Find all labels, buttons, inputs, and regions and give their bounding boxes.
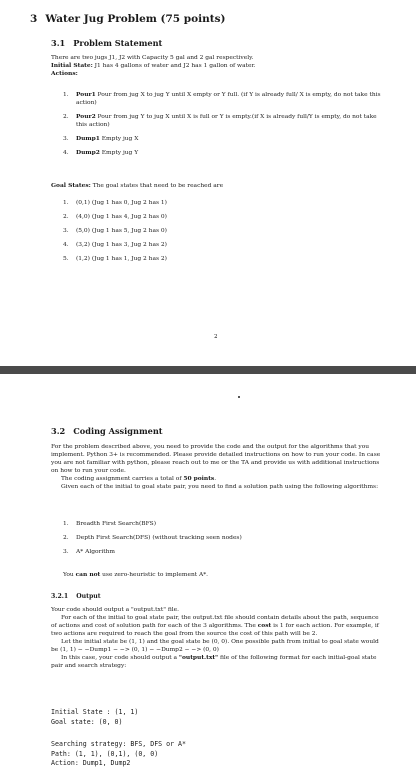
algorithms-list bbox=[63, 520, 383, 562]
subsection-heading bbox=[51, 426, 163, 436]
subsubsection-title: Output bbox=[76, 593, 101, 600]
initial-state-label: Initial State: bbox=[51, 62, 93, 69]
initial-state-line bbox=[51, 62, 383, 70]
action-name: Dump2 bbox=[76, 149, 100, 156]
heuristic-note: You can not use zero-heuristic to implement A*. bbox=[63, 571, 209, 578]
goal-states-text: The goal states that need to be reached are bbox=[92, 183, 224, 189]
goal-text: (0,1) (Jug 1 has 0, Jug 2 has 1) bbox=[76, 200, 167, 206]
page-separator bbox=[0, 366, 416, 374]
item-number: 4. bbox=[63, 150, 69, 156]
action-text: Pour from jug Y to jug X until X is full or Y is empty.(if X is already full/Y is empty, do not take this action) bbox=[76, 114, 377, 128]
item-number: 3. bbox=[63, 136, 69, 142]
example-path: Let the initial state be (1, 1) and the goal state be (0, 0). One possible path from initial to goal state would be (1, 1) − −Dump1 − −> (0, 1) − −Dump2 − −> (0, 0) bbox=[51, 639, 379, 653]
subsubsection-number: 3.2.1 bbox=[51, 593, 69, 600]
goal-item bbox=[63, 227, 383, 235]
coding-paragraphs bbox=[51, 443, 383, 491]
goal-item bbox=[63, 241, 383, 249]
algorithm-item bbox=[63, 520, 383, 528]
algorithm-item bbox=[63, 548, 383, 556]
coding-intro: For the problem described above, you need to provide the code and the output for the algorithms that you implement. Python 3+ is recommended. Please provide detailed instructions on how to run your code. In case you are not familiar with python, please reach out to me or the TA and provide us with additional instructions on how to run your code. bbox=[51, 444, 381, 474]
goal-item bbox=[63, 213, 383, 221]
points-value: 50 points bbox=[183, 475, 215, 482]
goal-item bbox=[63, 255, 383, 263]
section-heading bbox=[30, 13, 225, 25]
subsection-heading bbox=[51, 38, 162, 48]
item-number: 2. bbox=[63, 535, 69, 541]
item-number: 1. bbox=[63, 200, 69, 206]
item-number: 1. bbox=[63, 521, 69, 527]
action-name: Pour2 bbox=[76, 113, 96, 120]
item-number: 3. bbox=[63, 549, 69, 555]
goal-states-line bbox=[51, 182, 383, 190]
section-title: Water Jug Problem (75 points) bbox=[45, 13, 226, 25]
output-format-intro: In this case, your code should output a "output.txt" file of the following format for each initial-goal state pair and search strategy: bbox=[51, 654, 377, 669]
item-number: 4. bbox=[63, 242, 69, 248]
goal-item bbox=[63, 199, 383, 207]
action-name: Dump1 bbox=[76, 135, 100, 142]
action-item bbox=[63, 113, 383, 129]
intro-paragraph bbox=[51, 54, 383, 78]
intro-text: There are two jugs J1, J2 with Capacity 5 gal and 2 gal respectively. bbox=[51, 55, 254, 61]
item-number: 3. bbox=[63, 228, 69, 234]
action-item bbox=[63, 135, 383, 143]
action-name: Pour1 bbox=[76, 91, 96, 98]
algorithm-item bbox=[63, 534, 383, 542]
item-number: 1. bbox=[63, 92, 69, 98]
code-block-search: Searching strategy: BFS, DFS or A* Path: (1, 1), (0,1), (0, 0) Action: Dump1, Dump2 bbox=[51, 740, 186, 767]
action-text: Pour from jug X to jug Y until X empty or Y full. (if Y is already full/ X is empty, do not take this action) bbox=[76, 92, 381, 106]
goal-states-label: Goal States: bbox=[51, 182, 91, 189]
cost-emphasis: cost bbox=[257, 622, 272, 629]
subsubsection-heading bbox=[51, 593, 101, 600]
subsection-number: 3.1 bbox=[51, 38, 66, 48]
goal-text: (4,0) (Jug 1 has 4, Jug 2 has 0) bbox=[76, 214, 167, 220]
subsection-title: Problem Statement bbox=[73, 38, 163, 48]
goal-states-list bbox=[63, 199, 383, 269]
item-number: 2. bbox=[63, 214, 69, 220]
code-block-states: Initial State : (1, 1) Goal state: (0, 0) bbox=[51, 708, 139, 726]
action-item bbox=[63, 91, 383, 107]
actions-label: Actions: bbox=[51, 70, 78, 77]
action-item bbox=[63, 149, 383, 157]
algorithm-text: Depth First Search(DFS) (without tracking seen nodes) bbox=[76, 535, 242, 541]
actions-list bbox=[63, 91, 383, 163]
goal-text: (1,2) (Jug 1 has 1, Jug 2 has 2) bbox=[76, 256, 167, 262]
points-line: The coding assignment carries a total of 50 points. bbox=[61, 475, 217, 482]
stray-dot bbox=[238, 396, 240, 398]
output-paragraphs bbox=[51, 606, 383, 670]
item-number: 2. bbox=[63, 114, 69, 120]
can-not-emphasis: can not bbox=[75, 571, 101, 578]
algorithm-text: Breadth First Search(BFS) bbox=[76, 521, 156, 527]
goal-text: (5,0) (Jug 1 has 5, Jug 2 has 0) bbox=[76, 228, 167, 234]
output-file-name: "output.txt" bbox=[178, 654, 219, 661]
pdf-page-1 bbox=[0, 0, 416, 366]
action-text: Empty jug X bbox=[99, 136, 139, 142]
subsection-number: 3.2 bbox=[51, 426, 66, 436]
page-number: 2 bbox=[214, 334, 218, 340]
item-number: 5. bbox=[63, 256, 69, 262]
action-text: Empty jug Y bbox=[99, 150, 139, 156]
pdf-page-2 bbox=[0, 374, 416, 772]
initial-state-text: J1 has 4 gallons of water and J2 has 1 gallon of water. bbox=[94, 63, 256, 69]
output-details: For each of the initial to goal state pair, the output.txt file should contain details about the path, sequence of actions and cost of solution path for each of the 3 algorithms. The cost is 1 for each action. For example, if two actions are required to reach the goal from the source the cost of this path will be 2. bbox=[51, 615, 379, 637]
output-file-line: Your code should output a "output.txt" file. bbox=[51, 607, 179, 613]
goal-text: (3,2) (Jug 1 has 3, Jug 2 has 2) bbox=[76, 242, 167, 248]
subsection-title: Coding Assignment bbox=[73, 426, 163, 436]
section-number: 3 bbox=[30, 13, 38, 25]
algorithm-text: A* Algorithm bbox=[76, 549, 115, 555]
algorithms-intro: Given each of the initial to goal state pair, you need to find a solution path using the following algorithms: bbox=[61, 484, 379, 490]
